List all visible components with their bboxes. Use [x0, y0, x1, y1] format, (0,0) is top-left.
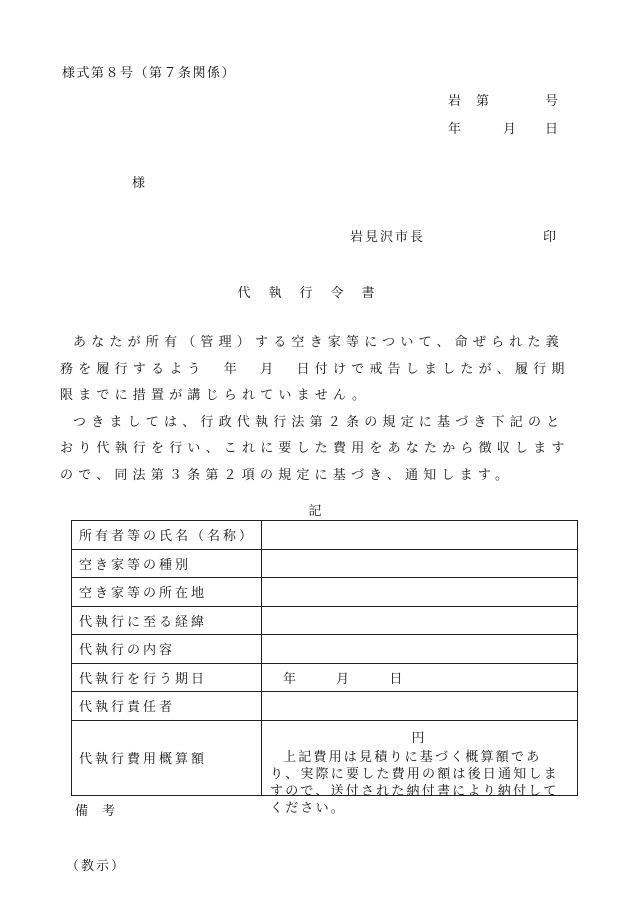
- table-row: [72, 578, 578, 607]
- row-value: [262, 606, 578, 635]
- date-day: 日: [544, 122, 558, 137]
- row-label: 所有者等の氏名（名称）: [72, 521, 262, 550]
- sender: 岩見沢市長: [350, 230, 426, 245]
- row-value: [262, 578, 578, 607]
- date-year: 年: [448, 122, 462, 137]
- ki-heading: 記: [308, 504, 322, 519]
- document-title: 代執行令書: [237, 286, 393, 301]
- addressee: 様: [132, 176, 146, 191]
- row-label: 代執行費用概算額: [72, 720, 262, 795]
- row-label: 代執行に至る経緯: [72, 606, 262, 635]
- remarks-heading: 備考: [75, 804, 130, 819]
- cost-note: 上記費用は見積りに基づく概算額であり、実際に要した費用の額は後日通知しますので、送付された納付書により納付してください。: [270, 749, 559, 816]
- body-text: [60, 330, 580, 489]
- row-value: [262, 635, 578, 664]
- doc-no-mid: 第: [476, 94, 490, 109]
- table-row: [72, 635, 578, 664]
- row-value: [262, 521, 578, 550]
- form-number: 様式第８号（第７条関係）: [62, 66, 237, 81]
- body-paragraph-2: つきましては、行政代執行法第２条の規定に基づき下記のとおり代執行を行い、これに要した費用をあなたから徴収しますので、同法第３条第２項の規定に基づき、通知します。: [60, 414, 570, 483]
- date-month: 月: [503, 122, 517, 137]
- table-row: [72, 521, 578, 550]
- doc-no-suffix: 号: [544, 94, 558, 109]
- exec-date-year: 年: [283, 671, 300, 687]
- table-row: [72, 720, 578, 795]
- row-label: 代執行責任者: [72, 692, 262, 721]
- table-row: [72, 692, 578, 721]
- table-row: [72, 663, 578, 692]
- cost-unit: 円: [411, 730, 428, 746]
- execution-date-value: [262, 663, 578, 692]
- doc-no-prefix: 岩: [448, 94, 462, 109]
- row-label: 空き家等の種別: [72, 549, 262, 578]
- row-value: [262, 692, 578, 721]
- table-row: [72, 549, 578, 578]
- row-value: [262, 549, 578, 578]
- row-label: 代執行の内容: [72, 635, 262, 664]
- row-label: 空き家等の所在地: [72, 578, 262, 607]
- table-row: [72, 606, 578, 635]
- seal-mark: 印: [543, 230, 557, 245]
- row-label: 代執行を行う期日: [72, 663, 262, 692]
- instruction-heading: （教示）: [66, 859, 127, 874]
- exec-date-month: 月: [336, 671, 353, 687]
- exec-date-day: 日: [389, 671, 406, 687]
- body-paragraph-1: あなたが所有（管理）する空き家等について、命ぜられた義務を履行するよう 年 月 日付けで戒告しましたが、履行期限までに措置が講じられていません。: [60, 335, 570, 403]
- cost-value: [262, 720, 578, 816]
